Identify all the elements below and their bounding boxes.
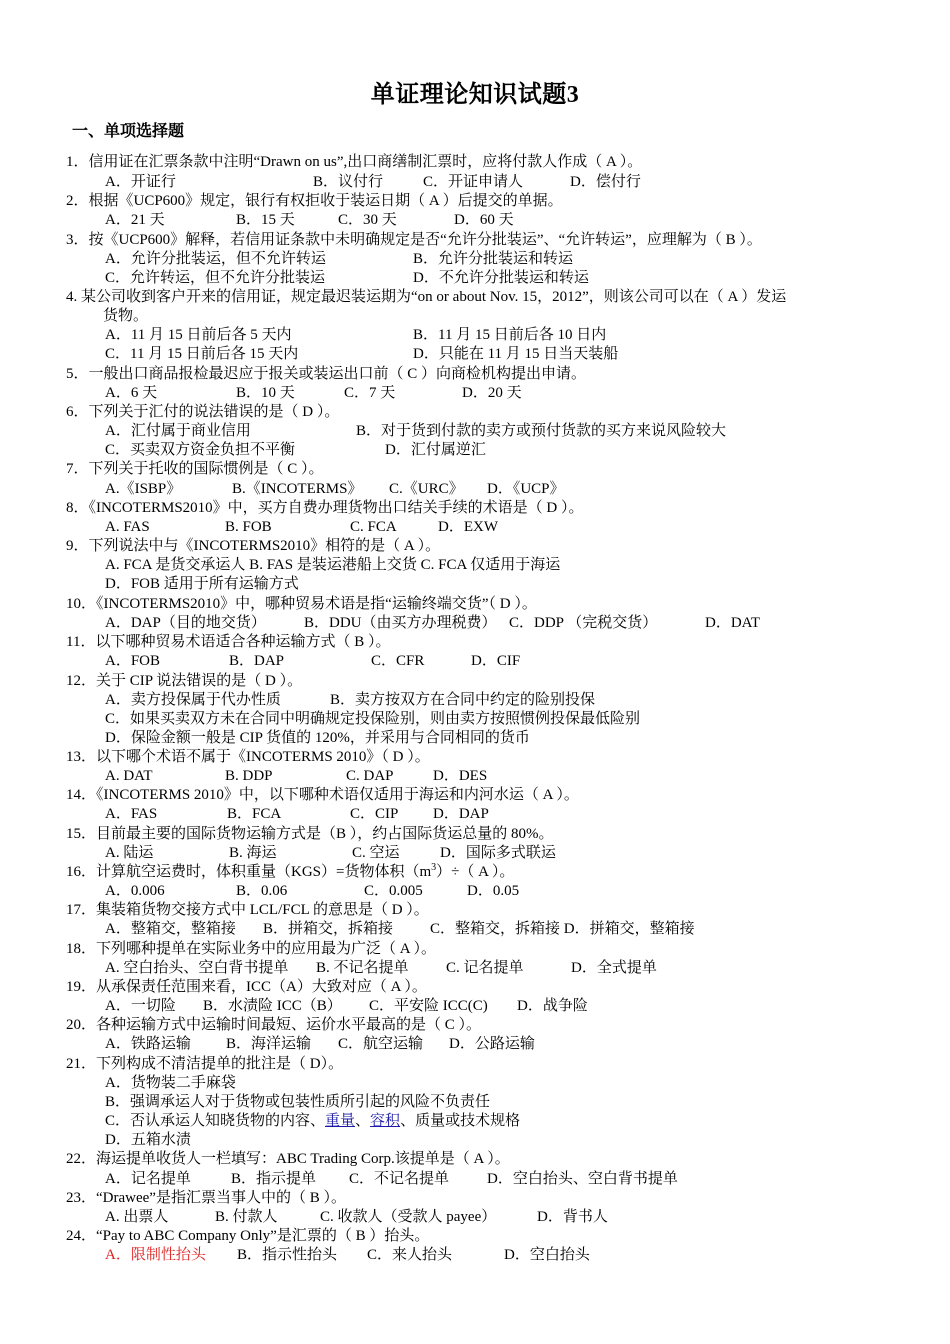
option-a: A. FAS [105,519,150,535]
option-c [105,1112,520,1131]
option-a: A. 陆运 [105,845,154,861]
option-b: B. DDP [225,768,273,784]
option-a: A．限制性抬头 [105,1247,206,1263]
option-b: B．卖方按双方在合同中约定的险别投保 [330,692,596,708]
question-18: 18．下列哪种提单在实际业务中的应用最为广泛（ A ）。 [66,941,437,957]
option-d: D．公路运输 [449,1036,535,1052]
question-23: 23．“Drawee”是指汇票当事人中的（ B ）。 [66,1190,346,1206]
options-9: A. FCA 是货交承运人 B. FAS 是装运港船上交货 C. FCA 仅适用于海运 [105,557,561,573]
question-10: 10．《INCOTERMS2010》中，哪种贸易术语是指“运输终端交货”（ D ）。 [66,596,537,612]
option-c: C．来人抬头 [367,1247,453,1263]
option-d: D．0.05 [467,883,520,899]
option-a: A．FOB [105,653,161,669]
question-19: 19．从承保责任范围来看，ICC（A）大致对应（ A ）。 [66,979,427,995]
option-a: A．货物装二手麻袋 [105,1075,236,1091]
option-b: B．允许分批装运和转运 [413,251,574,267]
option-c: C．整箱交，拆箱接 D．拼箱交，整箱接 [430,921,695,937]
section-heading: 一、单项选择题 [72,121,185,140]
option-c: C．DDP （完税交货） [509,615,658,631]
option-c: C．航空运输 [338,1036,424,1052]
option-d: D．不允许分批装运和转运 [413,270,589,286]
question-16-text: 16．计算航空运费时，体积重量（KGS）=货物体积（m [66,864,432,880]
option-a: A．0.006 [105,883,165,899]
option-d: D．保险金额一般是 CIP 货值的 120%，并采用与合同相同的货币 [105,730,530,746]
option-d: D．CIF [471,653,521,669]
question-24: 24．“Pay to ABC Company Only”是汇票的（ B ）抬头。 [66,1228,430,1244]
question-9: 9．下列说法中与《INCOTERMS2010》相符的是（ A ）。 [66,538,441,554]
option-b: B. 付款人 [215,1209,278,1225]
option-d: D．空白抬头、空白背书提单 [487,1171,678,1187]
option-c: C．CFR [371,653,425,669]
option-b: B．15 天 [236,212,295,228]
option-d: D．20 天 [462,385,522,401]
separator: 、 [355,1113,371,1129]
weight-link[interactable]: 重量 [325,1113,356,1129]
option-b: B．11 月 15 日前后各 10 日内 [413,327,607,343]
question-2: 2．根据《UCP600》规定，银行有权拒收于装运日期（ A ）后提交的单据。 [66,193,563,209]
option-c: C．如果买卖双方未在合同中明确规定投保险别，则由卖方按照惯例投保最低险别 [105,711,641,727]
superscript: 3 [431,862,437,873]
option-a: A．FAS [105,806,158,822]
option-a: A．整箱交，整箱接 [105,921,236,937]
option-b: B. 海运 [229,845,277,861]
option-d: D．DAT [705,615,760,631]
option-b: B．拼箱交，拆箱接 [263,921,394,937]
question-8: 8．《INCOTERMS2010》中，买方自费办理货物出口结关手续的术语是（ D ）。 [66,500,584,516]
option-d: D．偿付行 [570,174,641,190]
option-b: B.《INCOTERMS》 [232,481,363,497]
question-16-text-end: ）÷（ A ）。 [436,864,515,880]
option-b: B．10 天 [236,385,295,401]
option-c: C．7 天 [344,385,396,401]
option-d: D．只能在 11 月 15 日当天装船 [413,346,619,362]
option-c: C. DAP [346,768,394,784]
option-d: D．国际多式联运 [440,845,556,861]
option-b: B．强调承运人对于货物或包装性质所引起的风险不负责任 [105,1094,491,1110]
option-b: B．指示提单 [231,1171,317,1187]
option-b: B. 不记名提单 [316,960,409,976]
option-a: A．铁路运输 [105,1036,191,1052]
option-a: A．一切险 [105,998,176,1014]
option-d: D．EXW [438,519,498,535]
option-d: D．DAP [433,806,489,822]
option-c: C. 空运 [352,845,400,861]
option-a: A．卖方投保属于代办性质 [105,692,281,708]
option-a: A. 出票人 [105,1209,169,1225]
question-22: 22．海运提单收货人一栏填写：ABC Trading Corp.该提单是（ A ）。 [66,1151,510,1167]
question-7: 7．下列关于托收的国际惯例是（ C ）。 [66,461,324,477]
option-a: A．开证行 [105,174,176,190]
option-c: C.《URC》 [389,481,464,497]
question-5: 5．一般出口商品报检最迟应于报关或装运出口前（ C ）向商检机构提出申请。 [66,366,587,382]
option-d: D．空白抬头 [504,1247,590,1263]
option-a: A. DAT [105,768,153,784]
option-d: D．五箱水渍 [105,1132,191,1148]
question-12: 12．关于 CIP 说法错误的是（ D ）。 [66,673,303,689]
option-c-text-end: 、质量或技术规格 [400,1113,521,1129]
question-17: 17．集装箱货物交接方式中 LCL/FCL 的意思是（ D ）。 [66,902,429,918]
option-c: C．开证申请人 [423,174,524,190]
option-c-text: C．否认承运人知晓货物的内容、 [105,1113,326,1129]
option-d: D．《UCP》 [487,481,565,497]
option-c: C．不记名提单 [349,1171,450,1187]
option-b: B. FOB [225,519,272,535]
option-d: D．60 天 [454,212,514,228]
option-d: D．DES [433,768,488,784]
question-16 [66,863,514,882]
option-b: B．DAP [229,653,285,669]
option-a: A．DAP（目的地交货） [105,615,266,631]
question-4-cont: 货物。 [103,308,149,324]
option-c: C．11 月 15 日前后各 15 天内 [105,346,299,362]
option-c: C．买卖双方资金负担不平衡 [105,442,296,458]
question-20: 20．各种运输方式中运输时间最短、运价水平最高的是（ C ）。 [66,1017,482,1033]
option-a: A．21 天 [105,212,165,228]
option-c: C. 收款人（受款人 payee） [320,1209,497,1225]
option-b: B．议付行 [313,174,384,190]
option-b: B．海洋运输 [226,1036,312,1052]
question-21: 21．下列构成不清洁提单的批注是（ D）。 [66,1056,344,1072]
question-6: 6．下列关于汇付的说法错误的是（ D ）。 [66,404,340,420]
option-a: A．允许分批装运，但不允许转运 [105,251,326,267]
question-14: 14．《INCOTERMS 2010》中，以下哪种术语仅适用于海运和内河水运（ A ）。 [66,787,579,803]
option-d: D．背书人 [537,1209,608,1225]
option-a: A．汇付属于商业信用 [105,423,251,439]
option-a: A．记名提单 [105,1171,191,1187]
question-15: 15．目前最主要的国际货物运输方式是（B ），约占国际货运总量的 80%。 [66,826,554,842]
option-b: B．DDU（由买方办理税费） [304,615,497,631]
option-c: C．CIP [350,806,399,822]
volume-link[interactable]: 容积 [370,1113,401,1129]
option-b: B．水渍险 ICC（B） [203,998,342,1014]
option-c: C．0.005 [364,883,423,899]
question-4: 4. 某公司收到客户开来的信用证，规定最迟装运期为“on or about Nov. 15，2012”，则该公司可以在（ A ）发运 [66,289,787,305]
option-c: C．平安险 ICC(C) [369,998,488,1014]
option-c: C．允许转运，但不允许分批装运 [105,270,326,286]
option-c: C. 记名提单 [446,960,524,976]
option-c: C. FCA [350,519,397,535]
options-9b: D．FOB 适用于所有运输方式 [105,576,299,592]
option-a: A．6 天 [105,385,158,401]
option-b: B．0.06 [236,883,288,899]
option-d: D．汇付属逆汇 [385,442,486,458]
option-b: B．FCA [227,806,282,822]
option-b: B．指示性抬头 [237,1247,338,1263]
option-a: A.《ISBP》 [105,481,182,497]
option-a: A. 空白抬头、空白背书提单 [105,960,289,976]
question-11: 11．以下哪种贸易术语适合各种运输方式（ B ）。 [66,634,391,650]
option-d: D．战争险 [517,998,588,1014]
option-b: B．对于货到付款的卖方或预付货款的买方来说风险较大 [356,423,727,439]
option-d: D．全式提单 [571,960,657,976]
option-a: A．11 月 15 日前后各 5 天内 [105,327,292,343]
question-3: 3．按《UCP600》解释，若信用证条款中未明确规定是否“允许分批装运”、“允许转运”，应理解为（ B ）。 [66,232,762,248]
question-1: 1．信用证在汇票条款中注明“Drawn on us”,出口商缮制汇票时，应将付款人作成（ A ）。 [66,154,643,170]
question-13: 13．以下哪个术语不属于《INCOTERMS 2010》（ D ）。 [66,749,430,765]
page-title: 单证理论知识试题3 [370,82,580,108]
option-c: C．30 天 [338,212,397,228]
